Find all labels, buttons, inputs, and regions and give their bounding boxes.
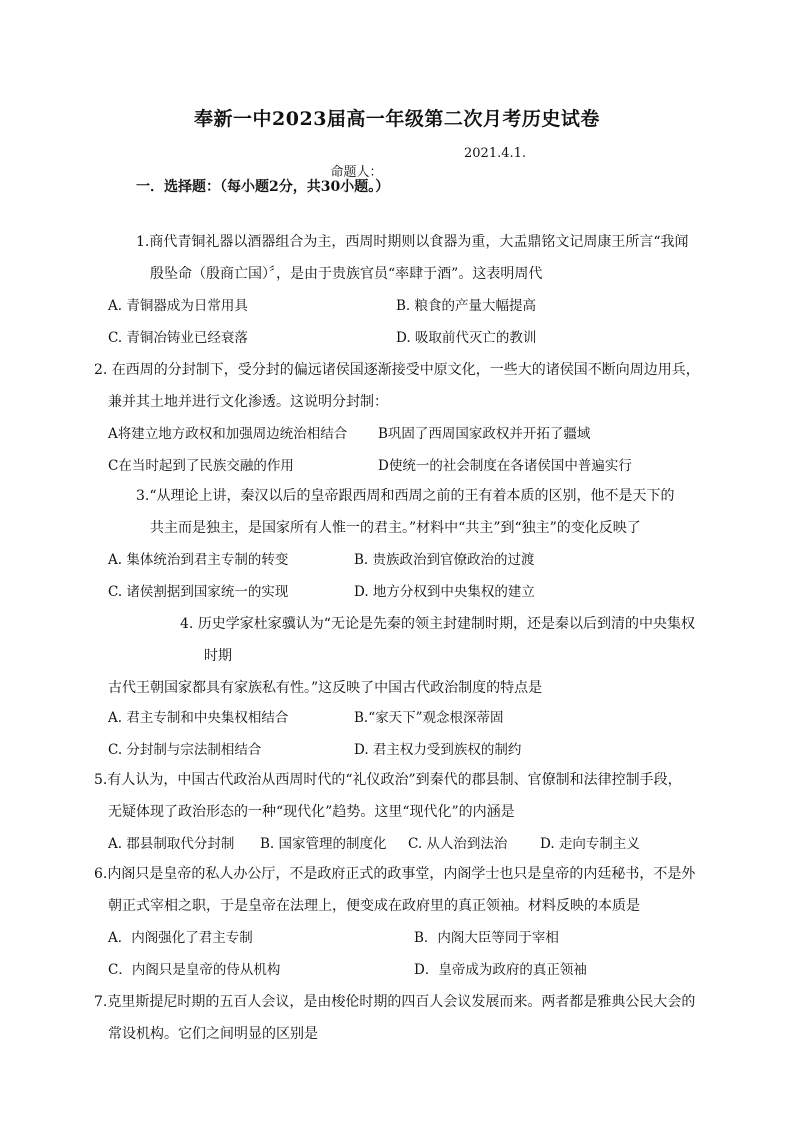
question-4-line-1: 4. 历史学家杜家骥认为“无论是先秦的领主封建制时期，还是秦以后到清的中央集权 [180,616,695,632]
question-2-line-2: 兼并其土地并进行文化渗透。这说明分封制： [108,394,388,410]
question-2-option-d: D使统一的社会制度在各诸侯国中普遍实行 [378,458,632,474]
question-1-option-a: A. 青铜器成为日常用具 [108,298,248,314]
question-3-option-a: A. 集体统治到君主专制的转变 [108,552,289,568]
author-label: 命题人： [330,165,383,180]
question-7-line-1: 7.克里斯提尼时期的五百人会议，是由梭伦时期的四百人会议发展而来。两者都是雅典公民大会的 [94,994,696,1010]
question-5-option-c: C. 从人治到法治 [408,836,508,852]
question-2-line-1: 2. 在西周的分封制下，受分封的偏远诸侯国逐渐接受中原文化，一些大的诸侯国不断向周边用兵， [94,362,700,378]
question-1-line-2: 殷坠命（殷商亡国）〞，是由于贵族官员“率肆于酒”。这表明周代 [150,266,543,282]
question-1-option-c: C. 青铜冶铸业已经衰落 [108,330,248,346]
question-6-option-b: B．内阁大臣等同于宰相 [414,930,559,946]
question-7-line-2: 常设机构。它们之间明显的区别是 [108,1026,318,1042]
question-6-option-d: D．皇帝成为政府的真正领袖 [414,962,587,978]
question-6-option-a: A．内阁强化了君主专制 [108,930,253,946]
question-6-line-1: 6.内阁只是皇帝的私人办公厅，不是政府正式的政事堂，内阁学士也只是皇帝的内廷秘书，不是外 [94,866,696,882]
question-4-option-a: A. 君主专制和中央集权相结合 [108,710,289,726]
question-5-option-b: B. 国家管理的制度化 [260,836,387,852]
question-6-option-c: C．内阁只是皇帝的侍从机构 [108,962,281,978]
question-2-option-c: C在当时起到了民族交融的作用 [108,458,294,474]
question-1-option-b: B. 粮食的产量大幅提高 [396,298,537,314]
question-2-option-b: B巩固了西周国家政权并开拓了疆域 [378,426,591,442]
exam-date: 2021.4.1. [464,146,527,161]
question-6-line-2: 朝正式宰相之职，于是皇帝在法理上，便变成在政府里的真正领袖。材料反映的本质是 [108,898,640,914]
question-4-line-2: 时期 [204,648,232,664]
question-5-option-d: D. 走向专制主义 [540,836,640,852]
question-3-option-c: C. 诸侯割据到国家统一的实现 [108,584,289,600]
section-heading: 一．选择题：（每小题2分，共30小题。） [136,179,390,195]
question-5-option-a: A. 郡县制取代分封制 [108,836,235,852]
question-4-option-b: B.“家天下”观念根深蒂固 [354,710,504,726]
question-5-line-1: 5.有人认为，中国古代政治从西周时代的“礼仪政治”到秦代的郡县制、官僚制和法律控制手段， [94,772,682,788]
question-1-option-d: D. 吸取前代灭亡的教训 [396,330,537,346]
question-4-option-d: D. 君主权力受到族权的制约 [354,742,522,758]
question-4-line-3: 古代王朝国家都具有家族私有性。”这反映了中国古代政治制度的特点是 [108,680,543,696]
question-3-line-2: 共主而是独主，是国家所有人惟一的君主。”材料中“共主”到“独主”的变化反映了 [150,520,641,536]
question-5-line-2: 无疑体现了政治形态的一种“现代化”趋势。这里“现代化”的内涵是 [108,804,515,820]
question-3-option-b: B. 贵族政治到官僚政治的过渡 [354,552,535,568]
question-2-option-a: A将建立地方政权和加强周边统治相结合 [108,426,348,442]
page-title: 奉新一中2023届高一年级第二次月考历史试卷 [194,108,600,130]
question-3-option-d: D. 地方分权到中央集权的建立 [354,584,535,600]
question-1-line-1: 1.商代青铜礼器以酒器组合为主，西周时期则以食器为重，大盂鼎铭文记周康王所言“我闻 [136,234,689,250]
question-3-line-1: 3.“从理论上讲，秦汉以后的皇帝跟西周和西周之前的王有着本质的区别，他不是天下的 [136,488,675,504]
question-4-option-c: C. 分封制与宗法制相结合 [108,742,262,758]
